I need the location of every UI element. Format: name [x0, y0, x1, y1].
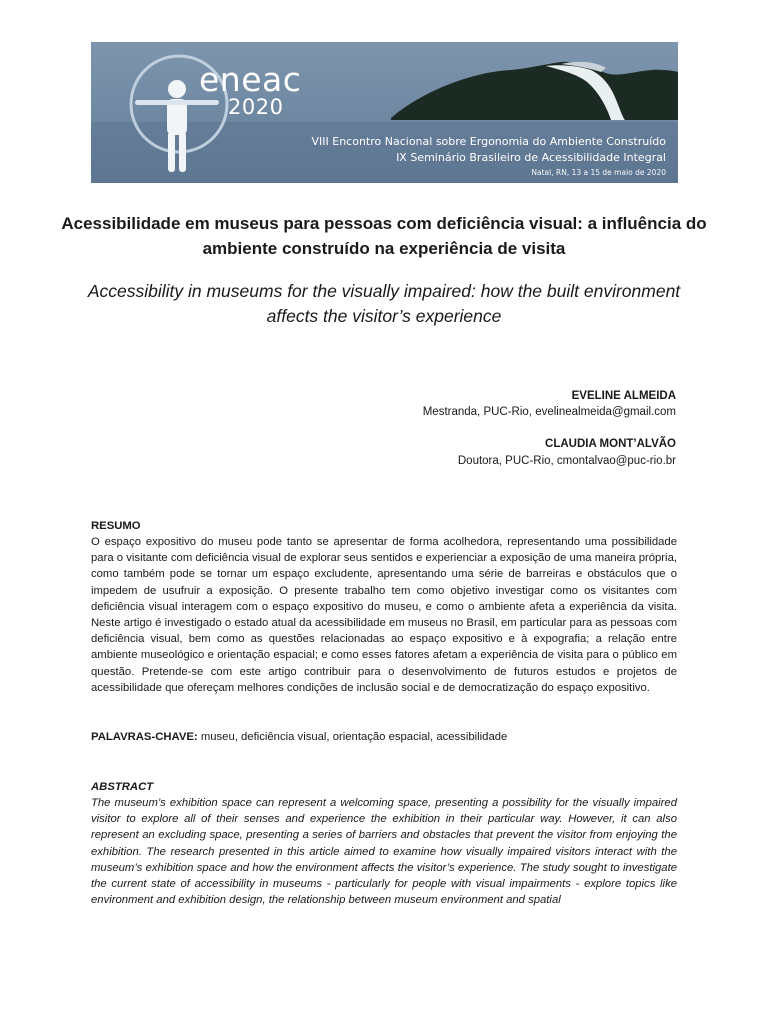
author-name: EVELINE ALMEIDA [571, 390, 676, 402]
logo-year: 2020 [228, 95, 284, 119]
author-affiliation: Mestranda, PUC-Rio, evelinealmeida@gmail.com [422, 406, 676, 418]
resumo-body: O espaço expositivo do museu pode tanto se apresentar de forma acolhedora, representando uma possibilidade para o visitante com deficiência visual de explorar seus sentidos e experienciar a exposição de uma maneira própria, como também pode se tornar um espaço excludente, apresentando uma série de barreiras e obstáculos que o impedem de usufruir a exposição. O presente trabalho tem como objetivo investigar como os visitantes com deficiência visual interagem com o espaço expositivo do museu, e como o ambiente afeta a experiência da visita. Neste artigo é investigado o estado atual da acessibilidade em museus no Brasil, em particular para as pessoas com deficiência visual, bem como as questões relacionadas ao espaço expositivo e à expografia; a relação entre ambiente museológico e orientação espacial; e como esses fatores afetam a experiência de visita para o público em questão. Pretende-se com este artigo contribuir para o desenvolvimento de futuros estudos e projetos de acessibilidade que ofereçam melhores condições de inclusão social e de democratização do espaço expositivo. [91, 536, 677, 694]
logo-name: eneac [199, 60, 302, 99]
banner-line-location-date: Natal, RN, 13 a 15 de maio de 2020 [531, 168, 666, 177]
conference-banner [91, 42, 678, 183]
paper-title-portuguese: Acessibilidade em museus para pessoas com deficiência visual: a influência do ambiente construído na experiência de visita [61, 214, 707, 258]
author-name: CLAUDIA MONT’ALVÃO [545, 438, 676, 450]
banner-line-encontro: VIII Encontro Nacional sobre Ergonomia do Ambiente Construído [311, 135, 666, 148]
resumo-heading: RESUMO [91, 520, 141, 532]
keywords-line [91, 729, 677, 745]
paper-title-english: Accessibility in museums for the visually impaired: how the built environment affects the visitor’s experience [87, 281, 681, 326]
banner-line-seminario: IX Seminário Brasileiro de Acessibilidade Integral [396, 151, 666, 164]
keywords-label: PALAVRAS-CHAVE: [91, 731, 198, 743]
keywords-value: museu, deficiência visual, orientação espacial, acessibilidade [197, 731, 508, 743]
abstract-body: The museum’s exhibition space can represent a welcoming space, presenting a possibility for the visually impaired visitor to explore all of their senses and experience the exhibition in their particular way. However, it can also represent an excluding space, presenting a series of barriers and obstacles that prevent the visitor from enjoying the exhibition. The research presented in this article aimed to examine how visually impaired visitors interact with the museum’s exhibition space and how the environment affects the visitor’s experience. The study sought to investigate the current state of accessibility in museums - particularly for people with visual impairments - explore topics like environment and exhibition design, the relationship between museum environment and spatial [91, 797, 677, 907]
author-affiliation: Doutora, PUC-Rio, cmontalvao@puc-rio.br [457, 455, 676, 467]
abstract-heading: ABSTRACT [91, 781, 154, 793]
